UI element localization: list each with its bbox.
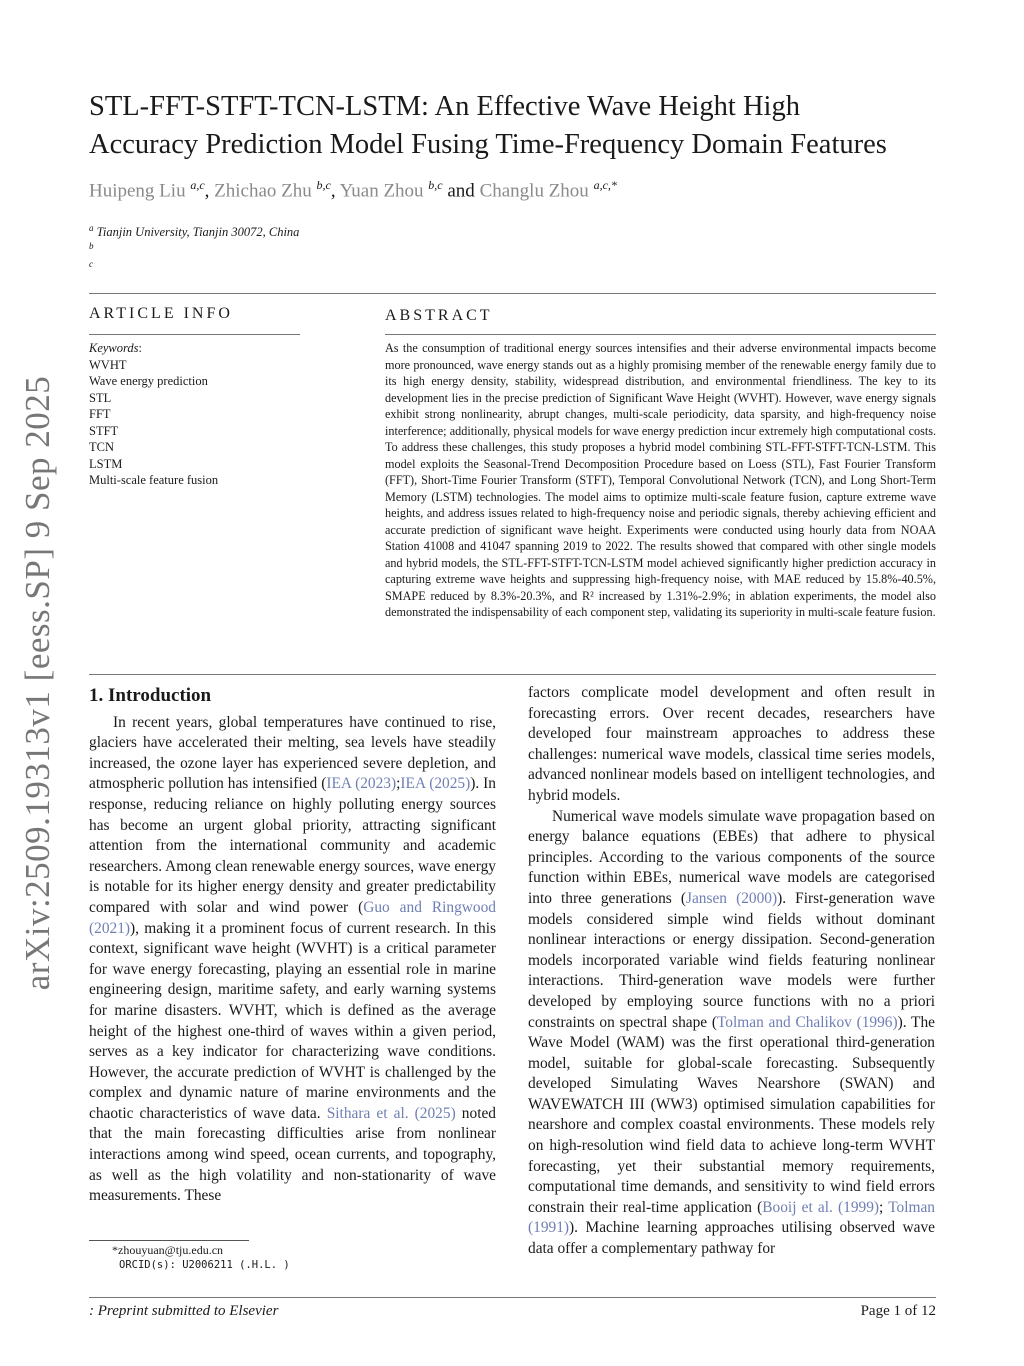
- author-affil: a,c,*: [593, 178, 617, 192]
- keyword: STL: [89, 390, 112, 405]
- page-number: Page 1 of 12: [860, 1303, 936, 1319]
- affiliation-c: c: [89, 259, 93, 269]
- title-line-1: STL-FFT-STFT-TCN-LSTM: An Effective Wave Height High: [89, 91, 800, 122]
- affiliation-b: b: [89, 241, 94, 251]
- keywords-list: Keywords: WVHT Wave energy prediction STL FFT STFT TCN LSTM Multi-scale feature fusion: [89, 340, 309, 489]
- affiliation-a: $^a$ Tianjin University, Tianjin 30072, China: [89, 223, 300, 240]
- author-name[interactable]: Huipeng Liu: [89, 180, 186, 202]
- citation-link[interactable]: IEA (2025): [400, 775, 471, 793]
- body-paragraph: factors complicate model development and often result in forecasting errors. Over recent decades, researchers have developed four mainstream approaches to address these challenges: numerical wave models, classical time series models, advanced nonlinear models based on intelligent technologies, and hybrid models.: [528, 684, 935, 804]
- footer-rule: [89, 1297, 936, 1298]
- citation-link[interactable]: Booij et al. (1999): [762, 1198, 880, 1216]
- citation-link[interactable]: Tolman (1991): [528, 1198, 935, 1237]
- body-right-column: [528, 683, 935, 1260]
- footnote-email[interactable]: *zhouyuan@tju.edu.cn: [112, 1243, 224, 1257]
- author-sep: and: [442, 180, 480, 202]
- author-name[interactable]: Changlu Zhou: [479, 180, 589, 202]
- paper-title: [89, 88, 949, 164]
- footer-left: : Preprint submitted to Elsevier: [89, 1303, 279, 1319]
- author-affil: a,c: [190, 178, 205, 192]
- keyword: FFT: [89, 407, 111, 421]
- author-name[interactable]: Yuan Zhou: [339, 180, 424, 202]
- footnote-orcid: ORCID(s): U2006211 (.H.L. ): [119, 1259, 290, 1271]
- divider-abstract: [385, 334, 936, 335]
- intro-paragraph: In recent years, global temperatures have continued to rise, glaciers have accelerated their melting, sea levels have steadily increased, the ozone layer has experienced severe depletion, and atmospheric pollution has intensified (IEA (2023);IEA (2025)). In response, reducing reliance on highly polluting energy sources has become an urgent global priority, attracting significant attention from the international community and academic researchers. Among clean renewable energy sources, wave energy is notable for its higher energy density and greater predictability compared with solar and wind power (Guo and Ringwood (2021)), making it a prominent focus of current research. In this context, significant wave height (WVHT) is a critical parameter for wave energy forecasting, playing an essential role in marine engineering design, maritime safety, and early warning systems for marine disasters. WVHT, which is defined as the average height of the highest one-third of waves within a given period, serves as a key indicator for characterizing wave conditions. However, the accurate prediction of WVHT is challenged by the complex and dynamic nature of marine environments and the chaotic characteristics of wave data. Sithara et al. (2025) noted that the main forecasting difficulties arise from nonlinear interactions among wind speed, ocean currents, and topography, as well as the high volatility and non-stationarity of wave measurements. These: [89, 713, 497, 1205]
- citation-link[interactable]: Jansen (2000): [685, 889, 778, 907]
- abstract-text: As the consumption of traditional energy sources intensifies and their adverse environmental impacts become more pronounced, wave energy stands out as a highly promising member of the renewable energy family due to its high energy density, stability, widespread distribution, and environmental friendliness. The key to its development lies in the precise prediction of Significant Wave Height (WVHT). However, wave energy signals exhibit strong nonlinearity, abrupt changes, multi-scale periodicity, data sparsity, and high-frequency noise interference; additionally, physical models for wave energy prediction incur extremely high computational costs. To address these challenges, this study proposes a hybrid model combining STL-FFT-STFT-TCN-LSTM. This model exploits the Seasonal-Trend Decomposition Procedure based on Loess (STL), Fast Fourier Transform (FFT), Short-Time Fourier Transform (STFT), Temporal Convolutional Network (TCN), and Long Short-Term Memory (LSTM) technologies. The model aims to optimize multi-scale feature fusion, capture extreme wave heights, and address issues related to high-frequency noise and periodic signals, thereby achieving efficient and accurate prediction of significant wave height. Experiments were conducted using hourly data from NOAA Station 41008 and 41047 spanning 2019 to 2022. The results showed that compared with other single models and hybrid models, the STL-FFT-STFT-TCN-LSTM model achieved significantly higher prediction accuracy in capturing extreme wave heights and suppressing high-frequency noise, with MAE reduced by 15.8%-40.5%, SMAPE reduced by 8.3%-20.3%, and R² increased by 1.31%-2.9%; in ablation experiments, the model also demonstrated the indispensability of each component step, validating its superiority in multi-scale feature fusion.: [385, 341, 936, 619]
- author-affil: b,c: [428, 178, 443, 192]
- keyword: Multi-scale feature fusion: [89, 473, 219, 487]
- author-affil: b,c: [316, 178, 331, 192]
- arxiv-stamp: arXiv:2509.19313v1 [eess.SP] 9 Sep 2025: [18, 375, 57, 991]
- citation-link[interactable]: Tolman and Chalikov (1996): [716, 1013, 898, 1031]
- citation-link[interactable]: IEA (2023): [326, 775, 397, 793]
- keyword: TCN: [89, 440, 114, 454]
- divider-body: [89, 674, 936, 675]
- section-heading: 1. Introduction: [89, 685, 212, 706]
- citation-link[interactable]: Guo and Ringwood (2021): [89, 898, 496, 937]
- author-sep: ,: [330, 180, 340, 202]
- keyword: STFT: [89, 423, 119, 438]
- author-list: [89, 178, 949, 202]
- citation-link[interactable]: Sithara et al. (2025): [326, 1104, 456, 1122]
- body-paragraph: Numerical wave models simulate wave propagation based on energy balance equations (EBEs) that adhere to physical principles. According to the various components of the source function within EBEs, numerical wave models are categorised into three generations (Jansen (2000)). First-generation wave models considered simple wind fields without dominant nonlinear interactions or energy dissipation. Second-generation models incorporated variable wind fields featuring nonlinear interactions. Third-generation wave models were further developed by employing source functions with no a priori constraints on spectral shape (Tolman and Chalikov (1996)). The Wave Model (WAM) was the first operational third-generation model, suitable for global-scale forecasting. Subsequently developed Simulating Waves Nearshore (SWAN) and WAVEWATCH III (WW3) optimised simulation capabilities for nearshore and complex coastal environments. These models rely on high-resolution wind field data to achieve long-term WVHT forecasting, yet their substantial memory requirements, computational time demands, and sensitivity to wind field errors constrain their real-time application (Booij et al. (1999); Tolman (1991)). Machine learning approaches utilising observed wave data offer a complementary pathway for: [528, 807, 935, 1258]
- divider-top: [89, 293, 936, 294]
- keyword: LSTM: [89, 456, 123, 471]
- author-name[interactable]: Zhichao Zhu: [214, 180, 312, 202]
- article-info-heading: ARTICLE INFO: [89, 305, 233, 322]
- footnote-rule: [89, 1240, 249, 1241]
- keyword: WVHT: [89, 357, 127, 372]
- divider-article-info: [89, 334, 300, 335]
- title-line-2: Accuracy Prediction Model Fusing Time-Frequency Domain Features: [89, 129, 887, 160]
- abstract-heading: ABSTRACT: [385, 307, 493, 324]
- author-sep: ,: [204, 180, 215, 202]
- keywords-label: Keywords: [89, 341, 139, 355]
- body-left-column: [89, 686, 496, 1207]
- keyword: Wave energy prediction: [89, 374, 208, 388]
